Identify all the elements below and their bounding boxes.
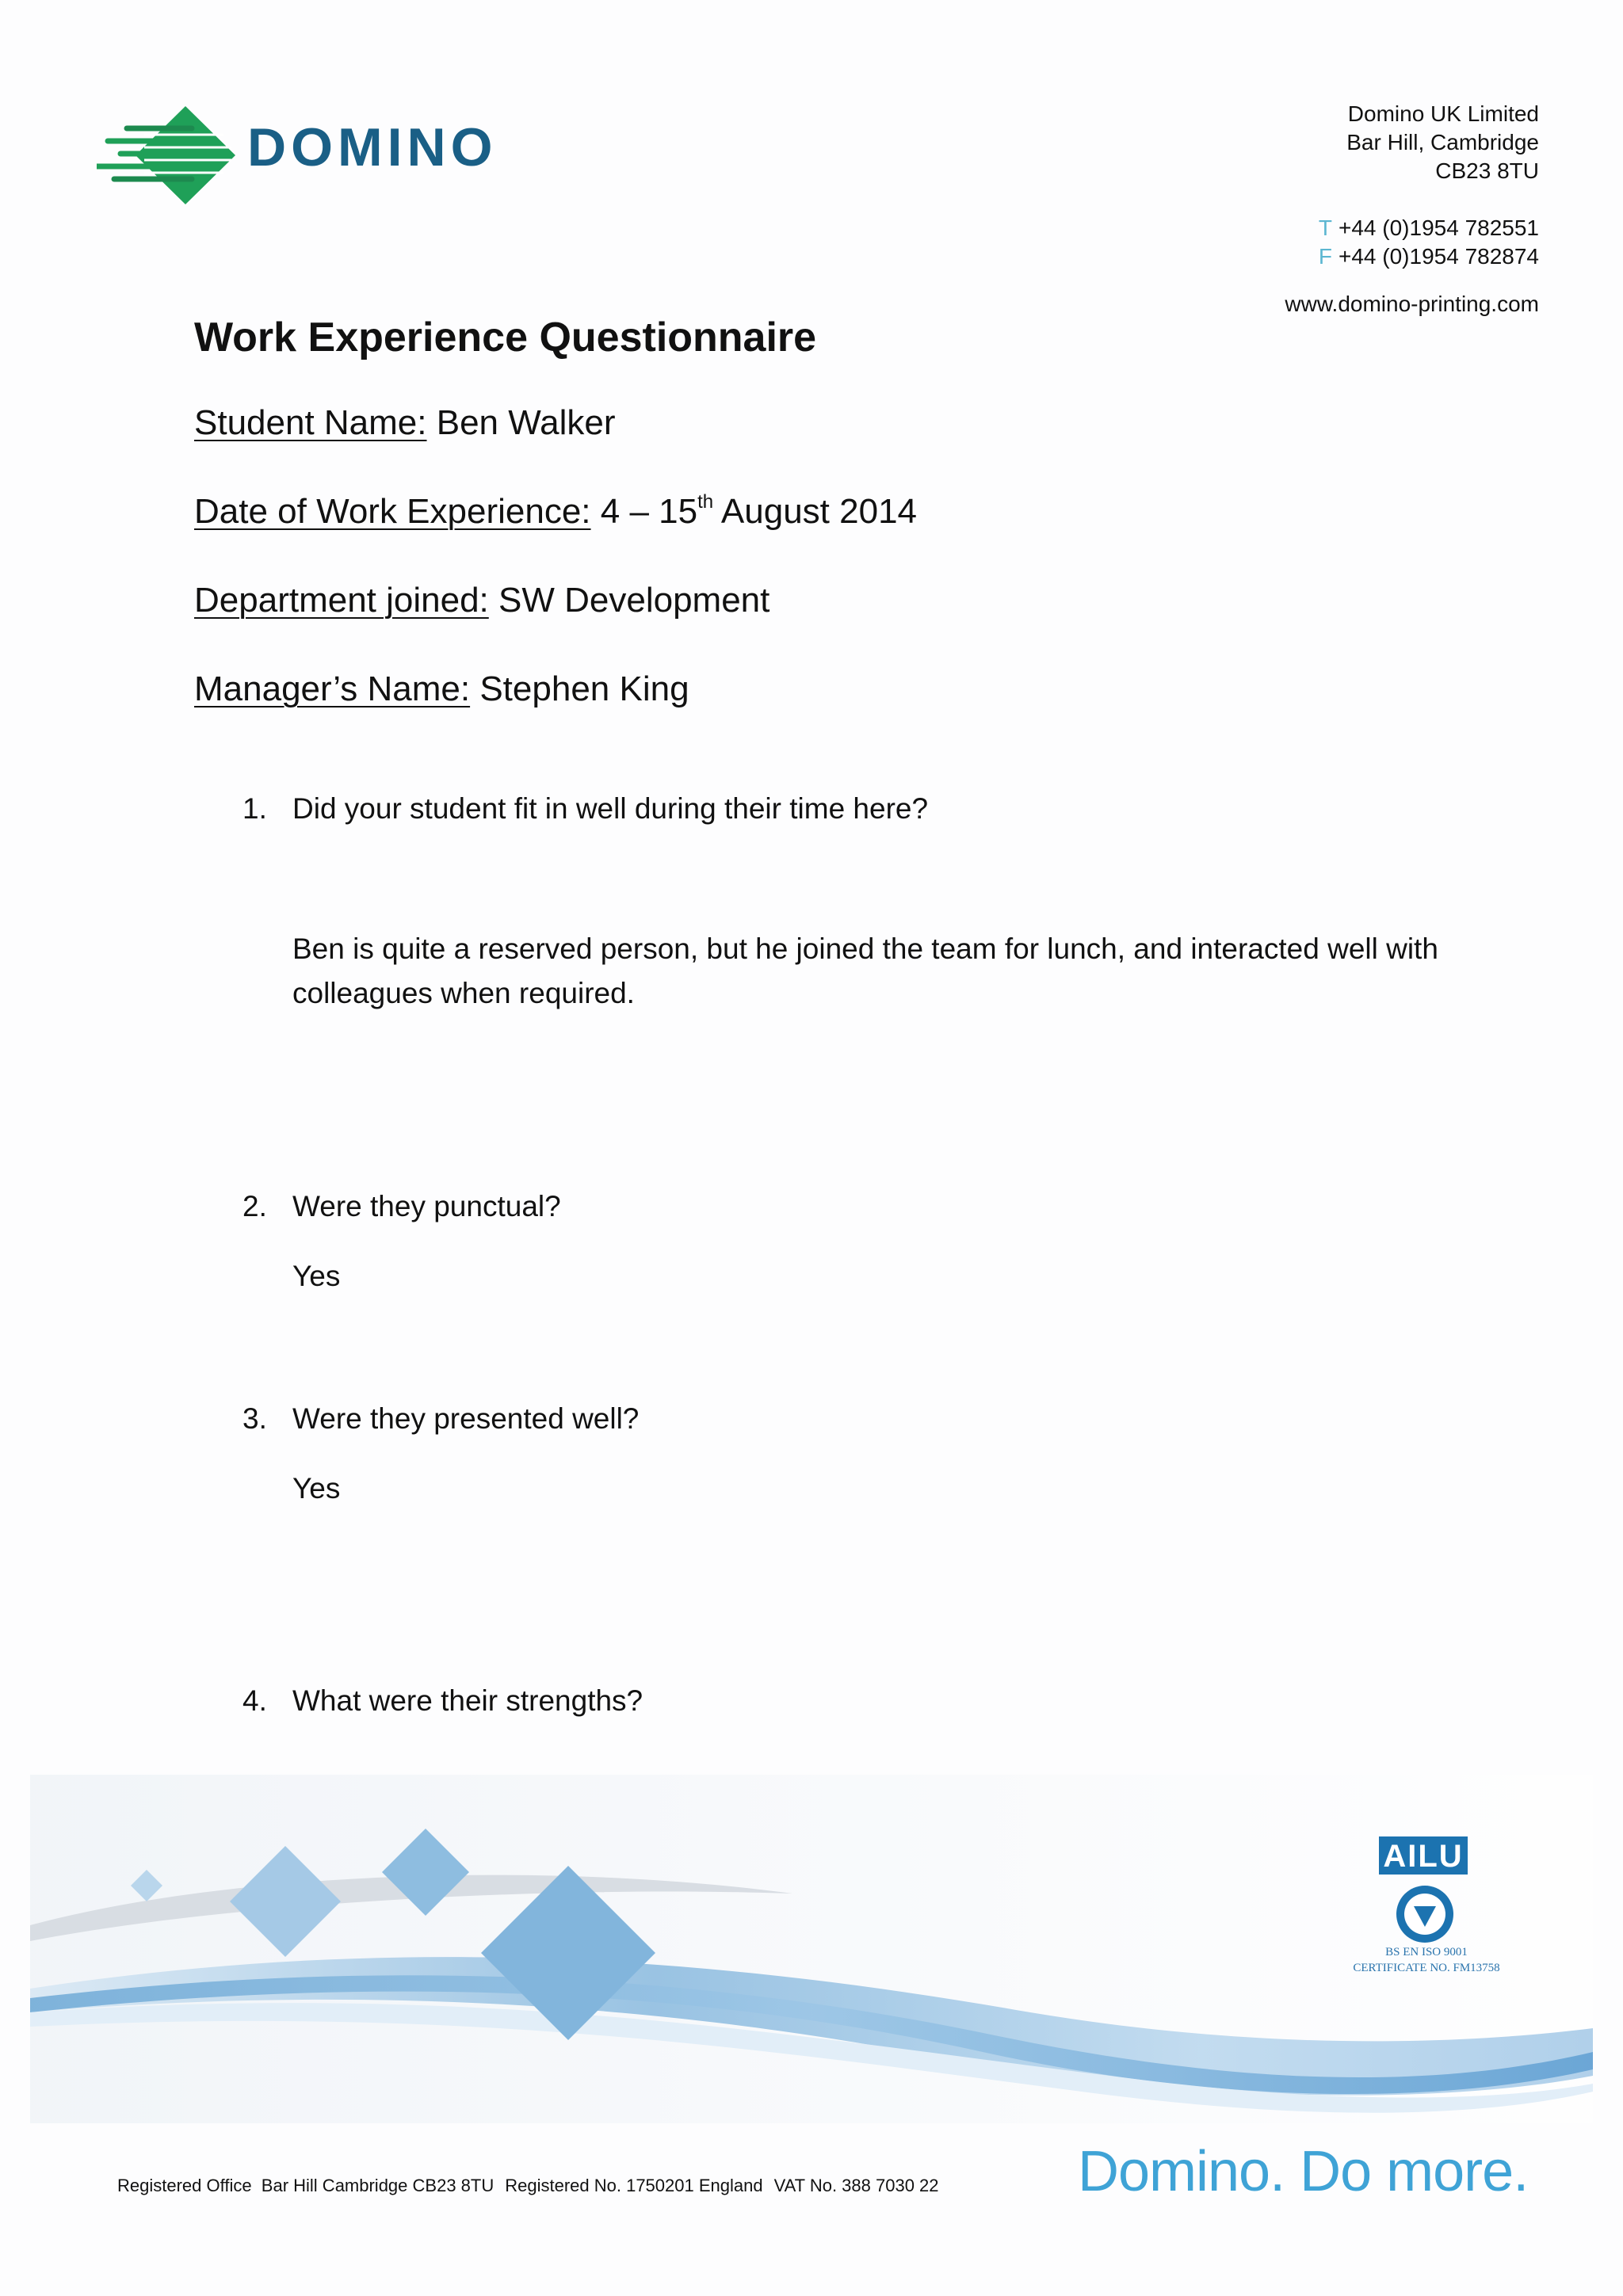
question-text: What were their strengths? — [292, 1684, 643, 1717]
slogan: Domino. Do more. — [1078, 2140, 1529, 2203]
domino-logo-icon — [97, 106, 235, 204]
iso-standard: BS EN ISO 9001 — [1385, 1946, 1468, 1958]
question-answer: Ben is quite a reserved person, but he joined the team for lunch, and interacted well with colleagues when required. — [292, 933, 1438, 1009]
registered-number: Registered No. 1750201 England — [505, 2176, 763, 2195]
question-text: Did your student fit in well during their time here? — [292, 792, 929, 825]
manager-field — [194, 669, 689, 708]
manager-label: Manager’s Name: — [194, 669, 471, 708]
student-name-label: Student Name: — [194, 403, 427, 442]
registration-details — [117, 2176, 950, 2196]
ailu-badge: AILU — [1379, 1836, 1468, 1875]
department-field — [194, 583, 769, 618]
question-number: 4. — [242, 1684, 267, 1717]
certificate-number: CERTIFICATE NO. FM13758 — [1353, 1962, 1500, 1974]
date-label: Date of Work Experience: — [194, 492, 591, 531]
telephone-prefix: T — [1318, 215, 1332, 240]
department-label: Department joined: — [194, 581, 489, 620]
question-number: 1. — [242, 792, 267, 825]
vat-number: VAT No. 388 7030 22 — [773, 2176, 939, 2195]
registered-office: Registered Office Bar Hill Cambridge CB23 8TU — [117, 2176, 495, 2195]
question-text: Were they presented well? — [292, 1402, 640, 1435]
iso-registered-icon — [1393, 1882, 1457, 1946]
address-line-1: Bar Hill, Cambridge — [1346, 130, 1539, 154]
website: www.domino-printing.com — [1285, 292, 1539, 316]
page-title: Work Experience Questionnaire — [194, 315, 817, 360]
question-text: Were they punctual? — [292, 1190, 561, 1222]
domino-logo-text: DOMINO — [247, 117, 498, 177]
date-value-end: August 2014 — [713, 492, 918, 531]
date-field — [194, 491, 918, 531]
fax-number: +44 (0)1954 782874 — [1338, 244, 1539, 269]
date-value-sup: th — [697, 491, 714, 513]
date-value-start: 4 – 15 — [600, 492, 698, 531]
question-answer: Yes — [292, 1472, 341, 1505]
question-number: 2. — [242, 1190, 267, 1222]
student-name-value: Ben Walker — [436, 403, 616, 442]
student-name-field — [194, 403, 616, 442]
fax — [1319, 242, 1539, 271]
manager-value: Stephen King — [479, 669, 689, 708]
address-postcode: CB23 8TU — [1435, 158, 1539, 183]
company-name: Domino UK Limited — [1347, 101, 1539, 126]
question-answer: Yes — [292, 1260, 341, 1292]
question-number: 3. — [242, 1402, 267, 1435]
department-value: SW Development — [498, 581, 770, 620]
telephone-number: +44 (0)1954 782551 — [1338, 215, 1539, 240]
telephone — [1319, 214, 1539, 242]
fax-prefix: F — [1318, 244, 1332, 269]
